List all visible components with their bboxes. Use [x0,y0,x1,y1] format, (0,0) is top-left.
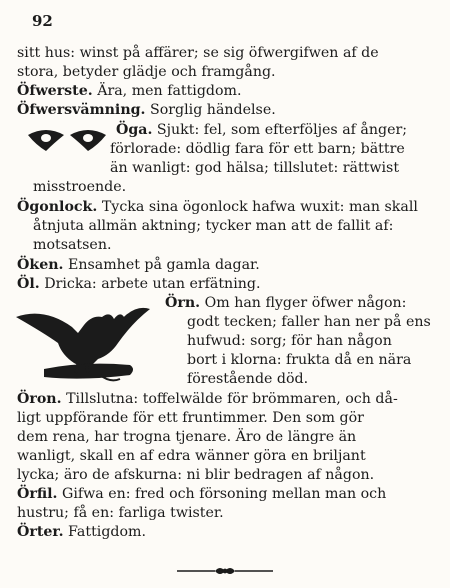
text-line: hustru; få en: farliga twister. [17,505,224,521]
eye-illustration [26,127,108,153]
entry-ogonlock [17,198,418,216]
entry-oron [17,390,398,408]
headword: Öl. [17,276,40,292]
headword: Öga. [116,122,153,138]
headword: Öfwerste. [17,83,93,99]
entry-oga [116,121,407,139]
headword: Örn. [165,295,201,311]
entry-text: Dricka: arbete utan erfätning. [39,276,261,292]
text-line: stora, betyder glädje och framgång. [17,64,276,80]
entry-text: Ensamhet på gamla dagar. [63,257,260,273]
headword: Öfwersvämning. [17,102,146,118]
headword: Örter. [17,524,64,540]
entry-orn [165,294,406,312]
entry-text: Tillslutna: toffelwälde för brömmaren, och då- [61,391,398,407]
text-line: godt tecken; faller han ner på ens [187,314,431,330]
entry-ol [17,275,260,293]
text-line: än wanligt: god hälsa; tillslutet: rättwist [110,160,400,176]
entry-text: Tycka sina ögonlock hafwa wuxit: man skall [97,199,418,215]
eagle-illustration [14,303,152,389]
entry-text: Sjukt: fel, som efterföljes af ånger; [152,122,408,138]
text-line: förlorade: dödlig fara för ett barn; bättre [110,141,405,157]
ornament-divider [175,563,275,579]
entry-ofwersvamning [17,101,276,119]
entry-orter [17,523,146,541]
text-line: hufwud: sorg; för han någon [187,333,392,349]
entry-ofwerste [17,82,242,100]
entry-text: Sorglig händelse. [145,102,276,118]
entry-text: Gifwa en: fred och försoning mellan man och [57,486,387,502]
page-number: 92 [32,12,53,30]
text-line: dem rena, har trogna tjenare. Äro de längre än [17,429,357,445]
headword: Öken. [17,257,64,273]
entry-oken [17,256,260,274]
text-line: lycka; äro de afskurna: ni blir bedragen af någon. [17,467,375,483]
text-line: motsatsen. [33,237,112,253]
headword: Öron. [17,391,62,407]
text-line: misstroende. [33,179,127,195]
text-line: ligt uppförande för ett fruntimmer. Den som gör [17,410,364,426]
entry-text: Ära, men fattigdom. [92,83,242,99]
headword: Ögonlock. [17,199,98,215]
entry-text: Fattigdom. [63,524,146,540]
text-line: wanligt, skall en af edra wänner göra en briljant [17,448,366,464]
text-line: åtnjuta allmän aktning; tycker man att de fallit af: [33,218,394,234]
entry-text: Om han flyger öfwer någon: [200,295,407,311]
text-line: förestående död. [187,371,309,387]
headword: Örfil. [17,486,58,502]
entry-orfil [17,485,386,503]
text-line: sitt hus: winst på affärer; se sig öfwergifwen af de [17,45,379,61]
text-line: bort i klorna: frukta då en nära [187,352,412,368]
